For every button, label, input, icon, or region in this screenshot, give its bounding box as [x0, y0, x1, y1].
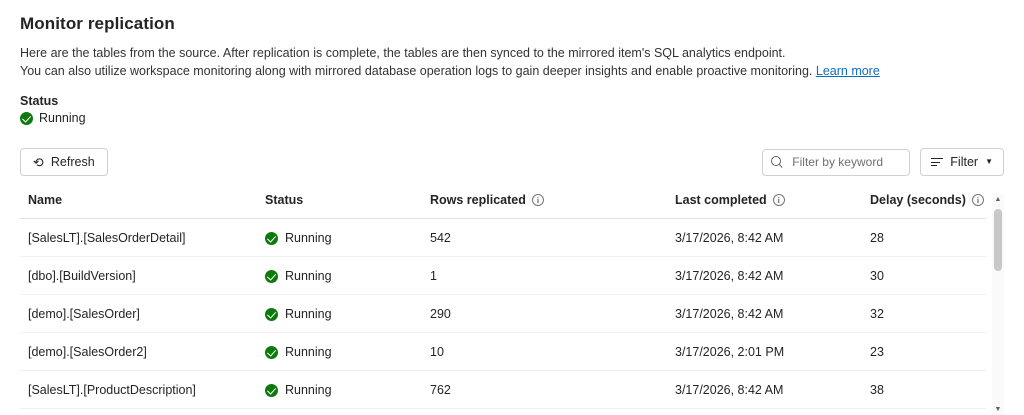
cell-delay: 28	[870, 219, 986, 257]
refresh-icon: ⟳	[33, 154, 44, 170]
check-circle-icon	[265, 308, 278, 321]
cell-delay: 38	[870, 371, 986, 409]
replication-table-wrapper	[20, 193, 1004, 413]
cell-rows-replicated: 542	[430, 219, 675, 257]
check-circle-icon	[265, 270, 278, 283]
cell-status	[265, 219, 430, 257]
search-icon	[771, 156, 784, 169]
cell-name: [SalesLT].[ProductDescription]	[20, 371, 265, 409]
table-header-row	[20, 193, 986, 219]
refresh-button-label: Refresh	[50, 155, 95, 169]
cell-last-completed: 3/17/2026, 8:42 AM	[675, 257, 870, 295]
column-header-status-label: Status	[265, 193, 304, 207]
learn-more-link[interactable]: Learn more	[815, 64, 880, 78]
status-label: Status	[20, 94, 59, 108]
scroll-down-arrow-icon[interactable]: ▼	[994, 405, 1002, 413]
cell-last-completed: 3/17/2026, 8:42 AM	[675, 295, 870, 333]
column-header-delay[interactable]	[870, 193, 986, 219]
check-circle-icon	[265, 384, 278, 397]
cell-rows-replicated: 10	[430, 333, 675, 371]
info-icon[interactable]: i	[532, 194, 544, 206]
search-box[interactable]	[762, 149, 910, 176]
cell-last-completed: 3/17/2026, 2:01 PM	[675, 333, 870, 371]
cell-status	[265, 333, 430, 371]
cell-status-label: Running	[285, 307, 332, 321]
column-header-rows-replicated-label: Rows replicated	[430, 193, 526, 207]
page-title: Monitor replication	[20, 14, 175, 33]
cell-status-label: Running	[285, 345, 332, 359]
toolbar-right-group	[762, 148, 1004, 176]
cell-status-label: Running	[285, 383, 332, 397]
page-description-line-2	[20, 62, 1004, 80]
cell-delay: 30	[870, 257, 986, 295]
column-header-name-label: Name	[28, 193, 63, 207]
check-circle-icon	[20, 112, 33, 125]
cell-delay: 32	[870, 295, 986, 333]
table-row[interactable]	[20, 333, 986, 371]
cell-delay: 23	[870, 333, 986, 371]
cell-status-label: Running	[285, 269, 332, 283]
cell-status	[265, 295, 430, 333]
check-circle-icon	[265, 346, 278, 359]
status-block	[20, 94, 1004, 125]
column-header-name[interactable]	[20, 193, 265, 219]
table-body	[20, 219, 986, 409]
cell-rows-replicated: 762	[430, 371, 675, 409]
table-header	[20, 193, 986, 219]
cell-rows-replicated: 1	[430, 257, 675, 295]
table-scrollbar[interactable]	[992, 193, 1004, 415]
cell-status	[265, 257, 430, 295]
scrollbar-thumb[interactable]	[994, 209, 1002, 271]
cell-name: [SalesLT].[SalesOrderDetail]	[20, 219, 265, 257]
page-description-line-1: Here are the tables from the source. After replication is complete, the tables are then synced to the mirrored item's SQL analytics endpoint.	[20, 46, 786, 60]
scroll-up-arrow-icon[interactable]: ▲	[994, 195, 1002, 203]
cell-status	[265, 371, 430, 409]
table-toolbar	[20, 147, 1004, 177]
replication-table	[20, 193, 986, 409]
check-circle-icon	[265, 232, 278, 245]
column-header-last-completed[interactable]	[675, 193, 870, 219]
column-header-status[interactable]	[265, 193, 430, 219]
filter-icon	[931, 157, 943, 167]
table-row[interactable]	[20, 295, 986, 333]
cell-name: [dbo].[BuildVersion]	[20, 257, 265, 295]
info-icon[interactable]: i	[773, 194, 785, 206]
refresh-button[interactable]	[20, 148, 108, 176]
cell-name: [demo].[SalesOrder]	[20, 295, 265, 333]
cell-name: [demo].[SalesOrder2]	[20, 333, 265, 371]
table-row[interactable]	[20, 257, 986, 295]
table-row[interactable]	[20, 371, 986, 409]
column-header-last-completed-label: Last completed	[675, 193, 767, 207]
table-row[interactable]	[20, 219, 986, 257]
status-value: Running	[39, 111, 86, 125]
column-header-rows-replicated[interactable]	[430, 193, 675, 219]
filter-button[interactable]	[920, 148, 1004, 176]
status-badge	[20, 111, 1004, 125]
filter-button-label: Filter	[950, 155, 979, 169]
cell-status-label: Running	[285, 231, 332, 245]
cell-rows-replicated: 290	[430, 295, 675, 333]
search-input[interactable]	[790, 154, 901, 170]
cell-last-completed: 3/17/2026, 8:42 AM	[675, 219, 870, 257]
page-description-text-2: You can also utilize workspace monitoring along with mirrored database operation logs to gain deeper insights and enable proactive monitoring.	[20, 64, 813, 78]
chevron-down-icon: ▼	[985, 157, 993, 166]
column-header-delay-label: Delay (seconds)	[870, 193, 966, 207]
info-icon[interactable]: i	[972, 194, 984, 206]
cell-last-completed: 3/17/2026, 8:42 AM	[675, 371, 870, 409]
